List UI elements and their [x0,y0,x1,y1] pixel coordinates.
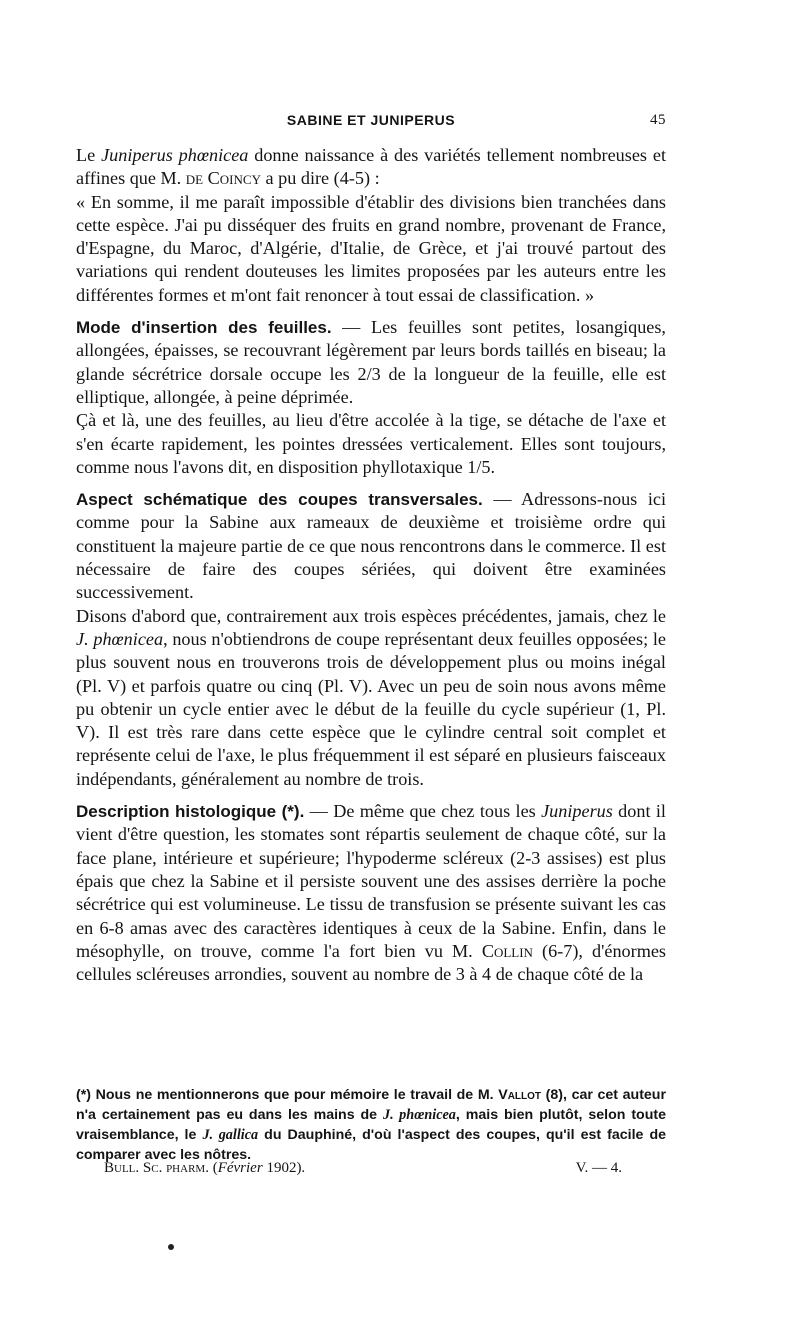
paragraph-histology [76,800,666,986]
species-name: J. phœnicea [382,1107,456,1123]
running-header [76,112,666,136]
journal-citation [104,1160,305,1177]
text-run: — Les feuilles sont petites, losangiques, allongées, épaisses, se recouvrant légèrement par leurs bords taillés en biseau; la glande sécrétrice dorsale occupe les 2/3 de la longueur de la feuille, elle est elliptique, allongée, à peine déprimée. [76,317,666,407]
paragraph-intro [76,144,666,191]
species-name: Juniperus phœnicea [101,145,249,165]
paragraph-quote: « En somme, il me paraît impossible d'établir des divisions bien tranchées dans cette espèce. J'ai pu disséquer des fruits en grand nombre, provenant de France, d'Espagne, du Maroc, d'Algérie, d'Italie, de Grèce, et j'ai trouvé partout des variations qui rendent douteuses les limites proposées par les auteurs entre les différentes formes et m'ont fait renoncer à tout essai de classification. » [76,191,666,305]
text-run: Le [76,145,102,165]
paragraph-sections-detail [76,605,666,791]
text-run: du Dauphiné, d'où l'aspect des coupes, qu'il est facile de comparer avec les nôtres. [76,1127,666,1163]
species-name: J. phœnicea [76,628,164,649]
paragraph-cross-sections [76,488,666,604]
section-heading: Mode d'insertion des feuilles. [76,318,332,338]
author-name: Collin [481,940,533,961]
text-run: — De même que chez tous les [304,801,542,822]
section-heading: Aspect schématique des coupes transversales. [76,490,483,510]
paragraph-leaf-insertion [76,316,666,409]
footnote [76,1085,666,1165]
issue-month: Février [217,1160,263,1176]
text-run: (8), car cet auteur n'a certainement pas eu dans les mains de [76,1087,666,1123]
author-name: Vallot [498,1087,542,1103]
text-run: (6-7), d'énormes cellules scléreuses arrondies, souvent au nombre de 3 à 4 de chaque côté de la [76,940,667,985]
text-run: dont il vient d'être question, les stomates sont répartis seulement de chaque côté, sur la face plane, intérieure et supérieure; l'hypoderme scléreux (2-3 assises) est plus épais que chez la Sabine et il persiste souvent une des assises derrière la poche sécrétrice qui est volumineuse. Le tissu de transfusion se présente suivant les cas en 6-8 amas avec des caractères identiques à ceux de la Sabine. Enfin, dans le mésophylle, on trouve, comme l'a fort bien vu M. [76,801,666,961]
signature-mark: V. — 4. [575,1160,622,1176]
text-run: — Adressons-nous ici comme pour la Sabine aux rameaux de deuxième et troisième ordre qui constituent la majeure partie de ce que nous rencontrons dans le commerce. Il est nécessaire de faire des coupes sériées, qui doivent être examinées successivement. [76,489,666,603]
scan-speck [168,1244,174,1250]
text-run: donne naissance à des variétés tellement nombreuses et affines que M. [76,145,667,189]
running-title: SABINE ET JUNIPERUS [286,112,456,128]
genus-name: Juniperus [541,801,613,822]
page-footer [76,1160,666,1182]
text-run: 1902). [262,1160,306,1176]
text-run: Disons d'abord que, contrairement aux trois espèces précédentes, jamais, chez le [76,605,666,626]
author-name: de Coincy [185,168,261,189]
text-run: , mais bien plutôt, selon toute vraisemblance, le [76,1107,666,1143]
text-run: , nous n'obtiendrons de coupe représentant deux feuilles opposées; le plus souvent nous en trouverons trois de développement plus ou moins inégal (Pl. V) et parfois quatre ou cinq (Pl. V). Avec un peu de soin nous avons même pu obtenir un cycle entier avec le début de la feuille du cycle supérieur (1, Pl. V). Il est très rare dans cette espèce que le cylindre central soit complet et représente celui de l'axe, le plus fréquemment il est séparé en plusieurs faisceaux indépendants, généralement au nombre de trois. [76,628,666,789]
body-text [76,144,666,986]
paragraph-leaf-detach: Çà et là, une des feuilles, au lieu d'être accolée à la tige, se détache de l'axe et s'en écarte rapidement, les pointes dressées verticalement. Elles sont toujours, comme nous l'avons dit, en disposition phyllotaxique 1/5. [76,410,666,477]
text-run: ( [208,1160,218,1176]
species-name: J. gallica [202,1127,259,1143]
section-heading: Description histologique (*). [76,802,305,822]
journal-name: Bull. Sc. pharm. [104,1160,209,1176]
text-run: (*) Nous ne mentionnerons que pour mémoire le travail de M. [76,1087,499,1103]
text-run: a pu dire (4-5) : [260,168,380,189]
page-number: 45 [650,112,666,128]
